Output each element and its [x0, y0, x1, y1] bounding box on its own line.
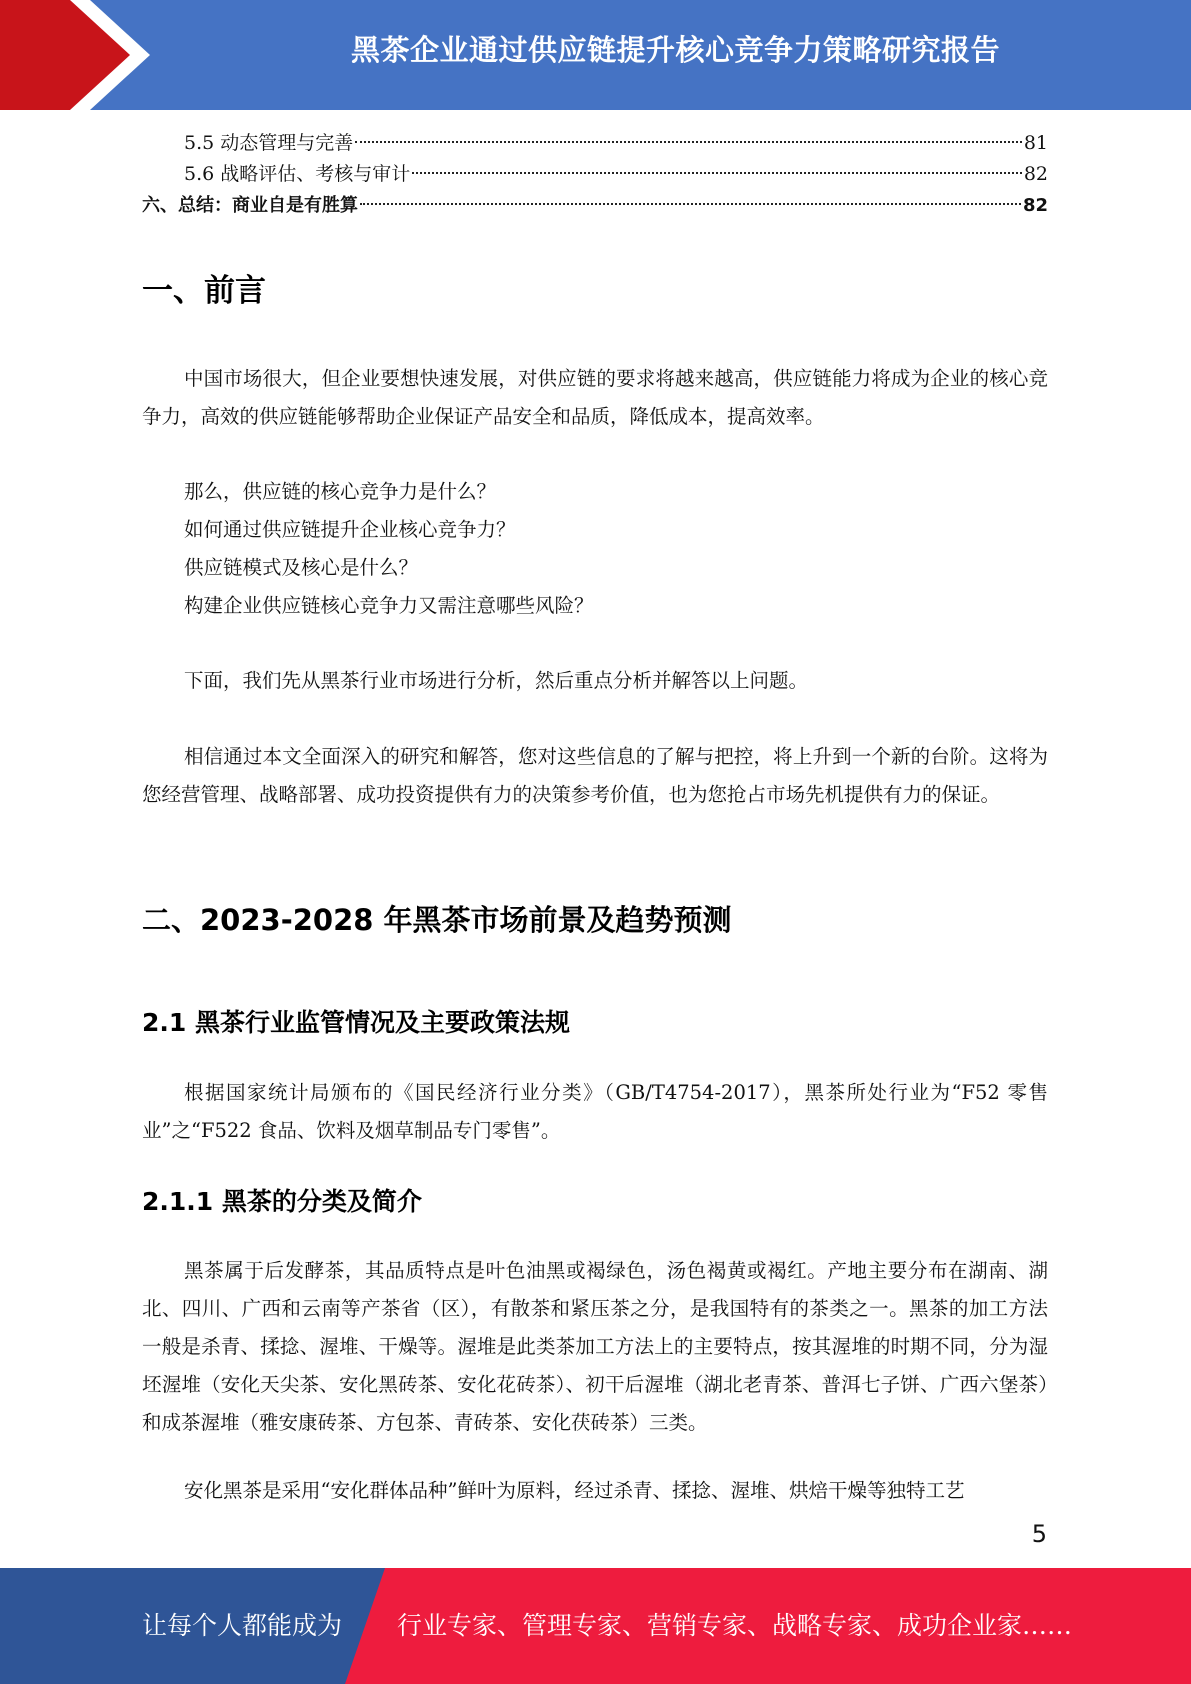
toc-entry-label: 5.5 动态管理与完善 [184, 132, 354, 154]
regulation-paragraph: 根据国家统计局颁布的《国民经济行业分类》（GB/T4754-2017），黑茶所处行业为“F52 零售业”之“F522 食品、饮料及烟草制品专门零售”。 [142, 1081, 1048, 1142]
question-item: 构建企业供应链核心竞争力又需注意哪些风险？ [184, 594, 594, 617]
subsection-heading-regulation: 2.1 黑茶行业监管情况及主要政策法规 [142, 1008, 570, 1037]
preface-paragraph: 下面，我们先从黑茶行业市场进行分析，然后重点分析并解答以上问题。 [184, 669, 809, 692]
header-banner [0, 0, 1191, 110]
preface-paragraph: 中国市场很大，但企业要想快速发展，对供应链的要求将越来越高，供应链能力将成为企业的核心竞争力，高效的供应链能够帮助企业保证产品安全和品质，降低成本，提高效率。 [142, 367, 1048, 428]
toc-entry[interactable] [142, 128, 1048, 159]
question-item: 那么，供应链的核心竞争力是什么？ [184, 480, 497, 503]
page-number: 5 [1031, 1520, 1047, 1548]
preface-paragraph: 相信通过本文全面深入的研究和解答，您对这些信息的了解与把控，将上升到一个新的台阶。这将为您经营管理、战略部署、成功投资提供有力的决策参考价值，也为您抢占市场先机提供有力的保证。 [142, 745, 1048, 806]
toc-leader-dots [412, 172, 1022, 174]
header-arrow-icon [0, 0, 140, 110]
question-item: 供应链模式及核心是什么？ [184, 556, 419, 579]
toc-entry-page: 81 [1023, 132, 1048, 154]
toc-leader-dots [360, 203, 1021, 205]
toc-entry-page: 82 [1023, 163, 1048, 185]
section-heading-preface: 一、前言 [142, 273, 266, 309]
report-title: 黑茶企业通过供应链提升核心竞争力策略研究报告 [350, 33, 1000, 67]
toc-entry-label: 六、总结：商业自是有胜算 [142, 195, 358, 216]
footer-slogan-right: 行业专家、管理专家、营销专家、战略专家、成功企业家…… [397, 1611, 1073, 1640]
classification-paragraph: 安化黑茶是采用“安化群体品种”鲜叶为原料，经过杀青、揉捻、渥堆、烘焙干燥等独特工艺 [184, 1479, 965, 1502]
toc-leader-dots [355, 141, 1022, 143]
question-item: 如何通过供应链提升企业核心竞争力？ [184, 518, 516, 541]
footer-slogan-left: 让每个人都能成为 [142, 1611, 343, 1640]
classification-paragraph: 黑茶属于后发酵茶，其品质特点是叶色油黑或褐绿色，汤色褐黄或褐红。产地主要分布在湖南、湖北、四川、广西和云南等产茶省（区），有散茶和紧压茶之分，是我国特有的茶类之一。黑茶的加工方法一般是杀青、揉捻、渥堆、干燥等。渥堆是此类茶加工方法上的主要特点，按其渥堆的时期不同，分为湿坯渥堆（安化天尖茶、安化黑砖茶、安化花砖茶）、初干后渥堆（湖北老青茶、普洱七子饼、广西六堡茶）和成茶渥堆（雅安康砖茶、方包茶、青砖茶、安化茯砖茶）三类。 [142, 1259, 1048, 1434]
toc-entry[interactable] [142, 190, 1048, 221]
footer-banner [0, 1568, 1191, 1684]
toc-entry-label: 5.6 战略评估、考核与审计 [184, 163, 411, 185]
toc-entry-page: 82 [1022, 195, 1048, 216]
table-of-contents [142, 128, 1048, 221]
toc-entry[interactable] [142, 159, 1048, 190]
section-heading-market-outlook: 二、2023-2028 年黑茶市场前景及趋势预测 [142, 903, 732, 937]
subsection-heading-classification: 2.1.1 黑茶的分类及简介 [142, 1187, 422, 1216]
